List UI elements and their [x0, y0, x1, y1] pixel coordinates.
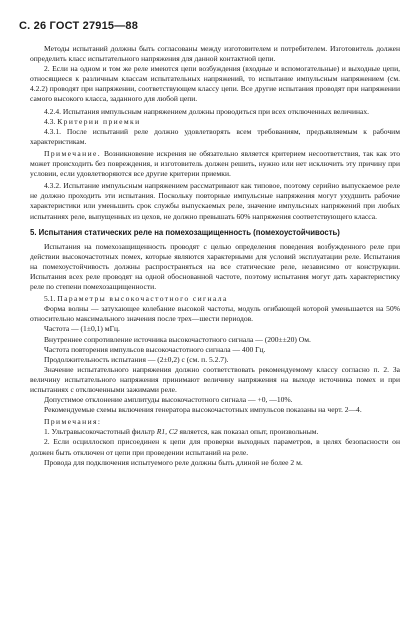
section-5-heading: 5. Испытания статических реле на помехозащищенность (помехоустойчивость): [30, 227, 340, 237]
paragraph-noise-immunity: Испытания на помехозащищенность проводят с целью определения поведения возбужденного реле при действии высокочастотных помех, которые являются характерными для условий эксплуатации реле. Испытания на помехоустойчивость должны распространяться на все статические реле, независимо от конструкции. Испытания всех реле проводят на одной обоснованной частоте, поэтому испытания могут дать характеристику реле по степени помехозащищенности.: [30, 241, 400, 292]
paragraph-waveform: Форма волны — затухающее колебание высокой частоты, модуль огибающей которой уменьшается на 50% относительно максимального значения после трех—шести периодов.: [30, 304, 400, 324]
paragraph-amplitude-tolerance: Допустимое отклонение амплитуды высокочастотного сигнала — +0, —10%.: [44, 395, 293, 405]
note-1-uhf-filter: [30, 427, 400, 437]
paragraph-4-3-1: 4.3.1. После испытаний реле должно удовлетворять всем требованиям, предъявляемым к рабочим характеристикам.: [30, 126, 400, 146]
note-2-oscilloscope: 2. Если осциллоскоп присоединен к цепи для проверки выходных параметров, в целях безопасности он должен быть отключен от цепи при проведении испытаний на реле.: [30, 437, 400, 457]
page-content: [30, 44, 400, 468]
subsection-5-1-number: 5.1.: [44, 294, 56, 304]
subsection-4-3-number: 4.3.: [44, 116, 56, 126]
notes-label: [30, 417, 400, 427]
note-text: Возникновение искрения не обязательно является критерием несоответствия, так как это может происходить без повреждения, и изготовитель должен решить, нужно или нет исключить эту причину при условии, если удовлетворяются все другие критерии приемки.: [30, 148, 400, 179]
subsection-4-3-heading: [30, 117, 400, 127]
paragraph-recommended-circuits: Рекомендуемые схемы включения генератора высокочастотных импульсов показаны на черт. 2—4.: [44, 405, 362, 415]
paragraph-4-3-2: 4.3.2. Испытание импульсным напряжением рассматривают как типовое, поэтому серийно выпускаемое реле не должно проходить эти испытания. Поскольку повторные импульсные напряжения могут ухудшить рабочие характеристики или уменьшить срок службы выпускаемых реле, значение импульсных напряжений при любых испытаниях реле, выпущенных из цехов, не должно превышать 60% напряжения соответствующего класса.: [30, 181, 400, 221]
paragraph-lead-length: Провода для подключения испытуемого реле должны быть длиной не более 2 м.: [44, 457, 303, 467]
note-1-text-b: является, как показал опыт, произвольным.: [177, 427, 319, 437]
note-1-math: R1, C2: [156, 427, 178, 437]
note-1-text-a: 1. Ультравысокочастотный фильтр: [44, 427, 157, 437]
paragraph-test-duration: Продолжительность испытания — (2±0,2) с (см. п. 5.2.7).: [44, 354, 229, 364]
subsection-4-3-title: Критерии приемки: [57, 116, 141, 126]
paragraph-test-voltage: Значение испытательного напряжения должно соответствовать рекомендуемому классу согласно п. 2. За величину испытательного напряжения принимают величину напряжения на выходе источника помех и при испытаниях с отключенными зажимами реле.: [30, 364, 400, 394]
notes-label-text: Примечания:: [44, 417, 102, 427]
note-sparking: [30, 149, 400, 179]
paragraph-methods-agreement: Методы испытаний должны быть согласованы между изготовителем и потребителем. Изготовитель должен определить класс испытательного напряжения для данной контактной цепи.: [30, 44, 400, 64]
paragraph-repetition-rate: Частота повторения импульсов высокочастотного сигнала — 400 Гц.: [44, 344, 266, 354]
paragraph-circuit-classes: 2. Если на одном и том же реле имеются цепи возбуждения (входные и вспомогательные) и выходные цепи, относящиеся к различным классам испытательных напряжений, то испытание импульсным напряжением (см. 4.2.2) проводят при напряжении, соответствующем классу цепи. Все другие испытания проводят при напряжении самого высокого класса, заданного для любой цепи.: [30, 64, 400, 104]
paragraph-frequency: Частота — (1±0,1) мГц.: [44, 324, 120, 334]
paragraph-source-impedance: Внутреннее сопротивление источника высокочастотного сигнала — (200±±20) Ом.: [44, 334, 311, 344]
subsection-5-1-title: Параметры высокочастотного сигнала: [57, 294, 228, 304]
page-header: С. 26 ГОСТ 27915—88: [19, 20, 139, 32]
note-label: Примечание.: [44, 148, 102, 158]
subsection-5-1-heading: [30, 294, 400, 304]
paragraph-4-2-4: 4.2.4. Испытания импульсным напряжением должны проводиться при всех отключенных величинах.: [44, 106, 370, 116]
